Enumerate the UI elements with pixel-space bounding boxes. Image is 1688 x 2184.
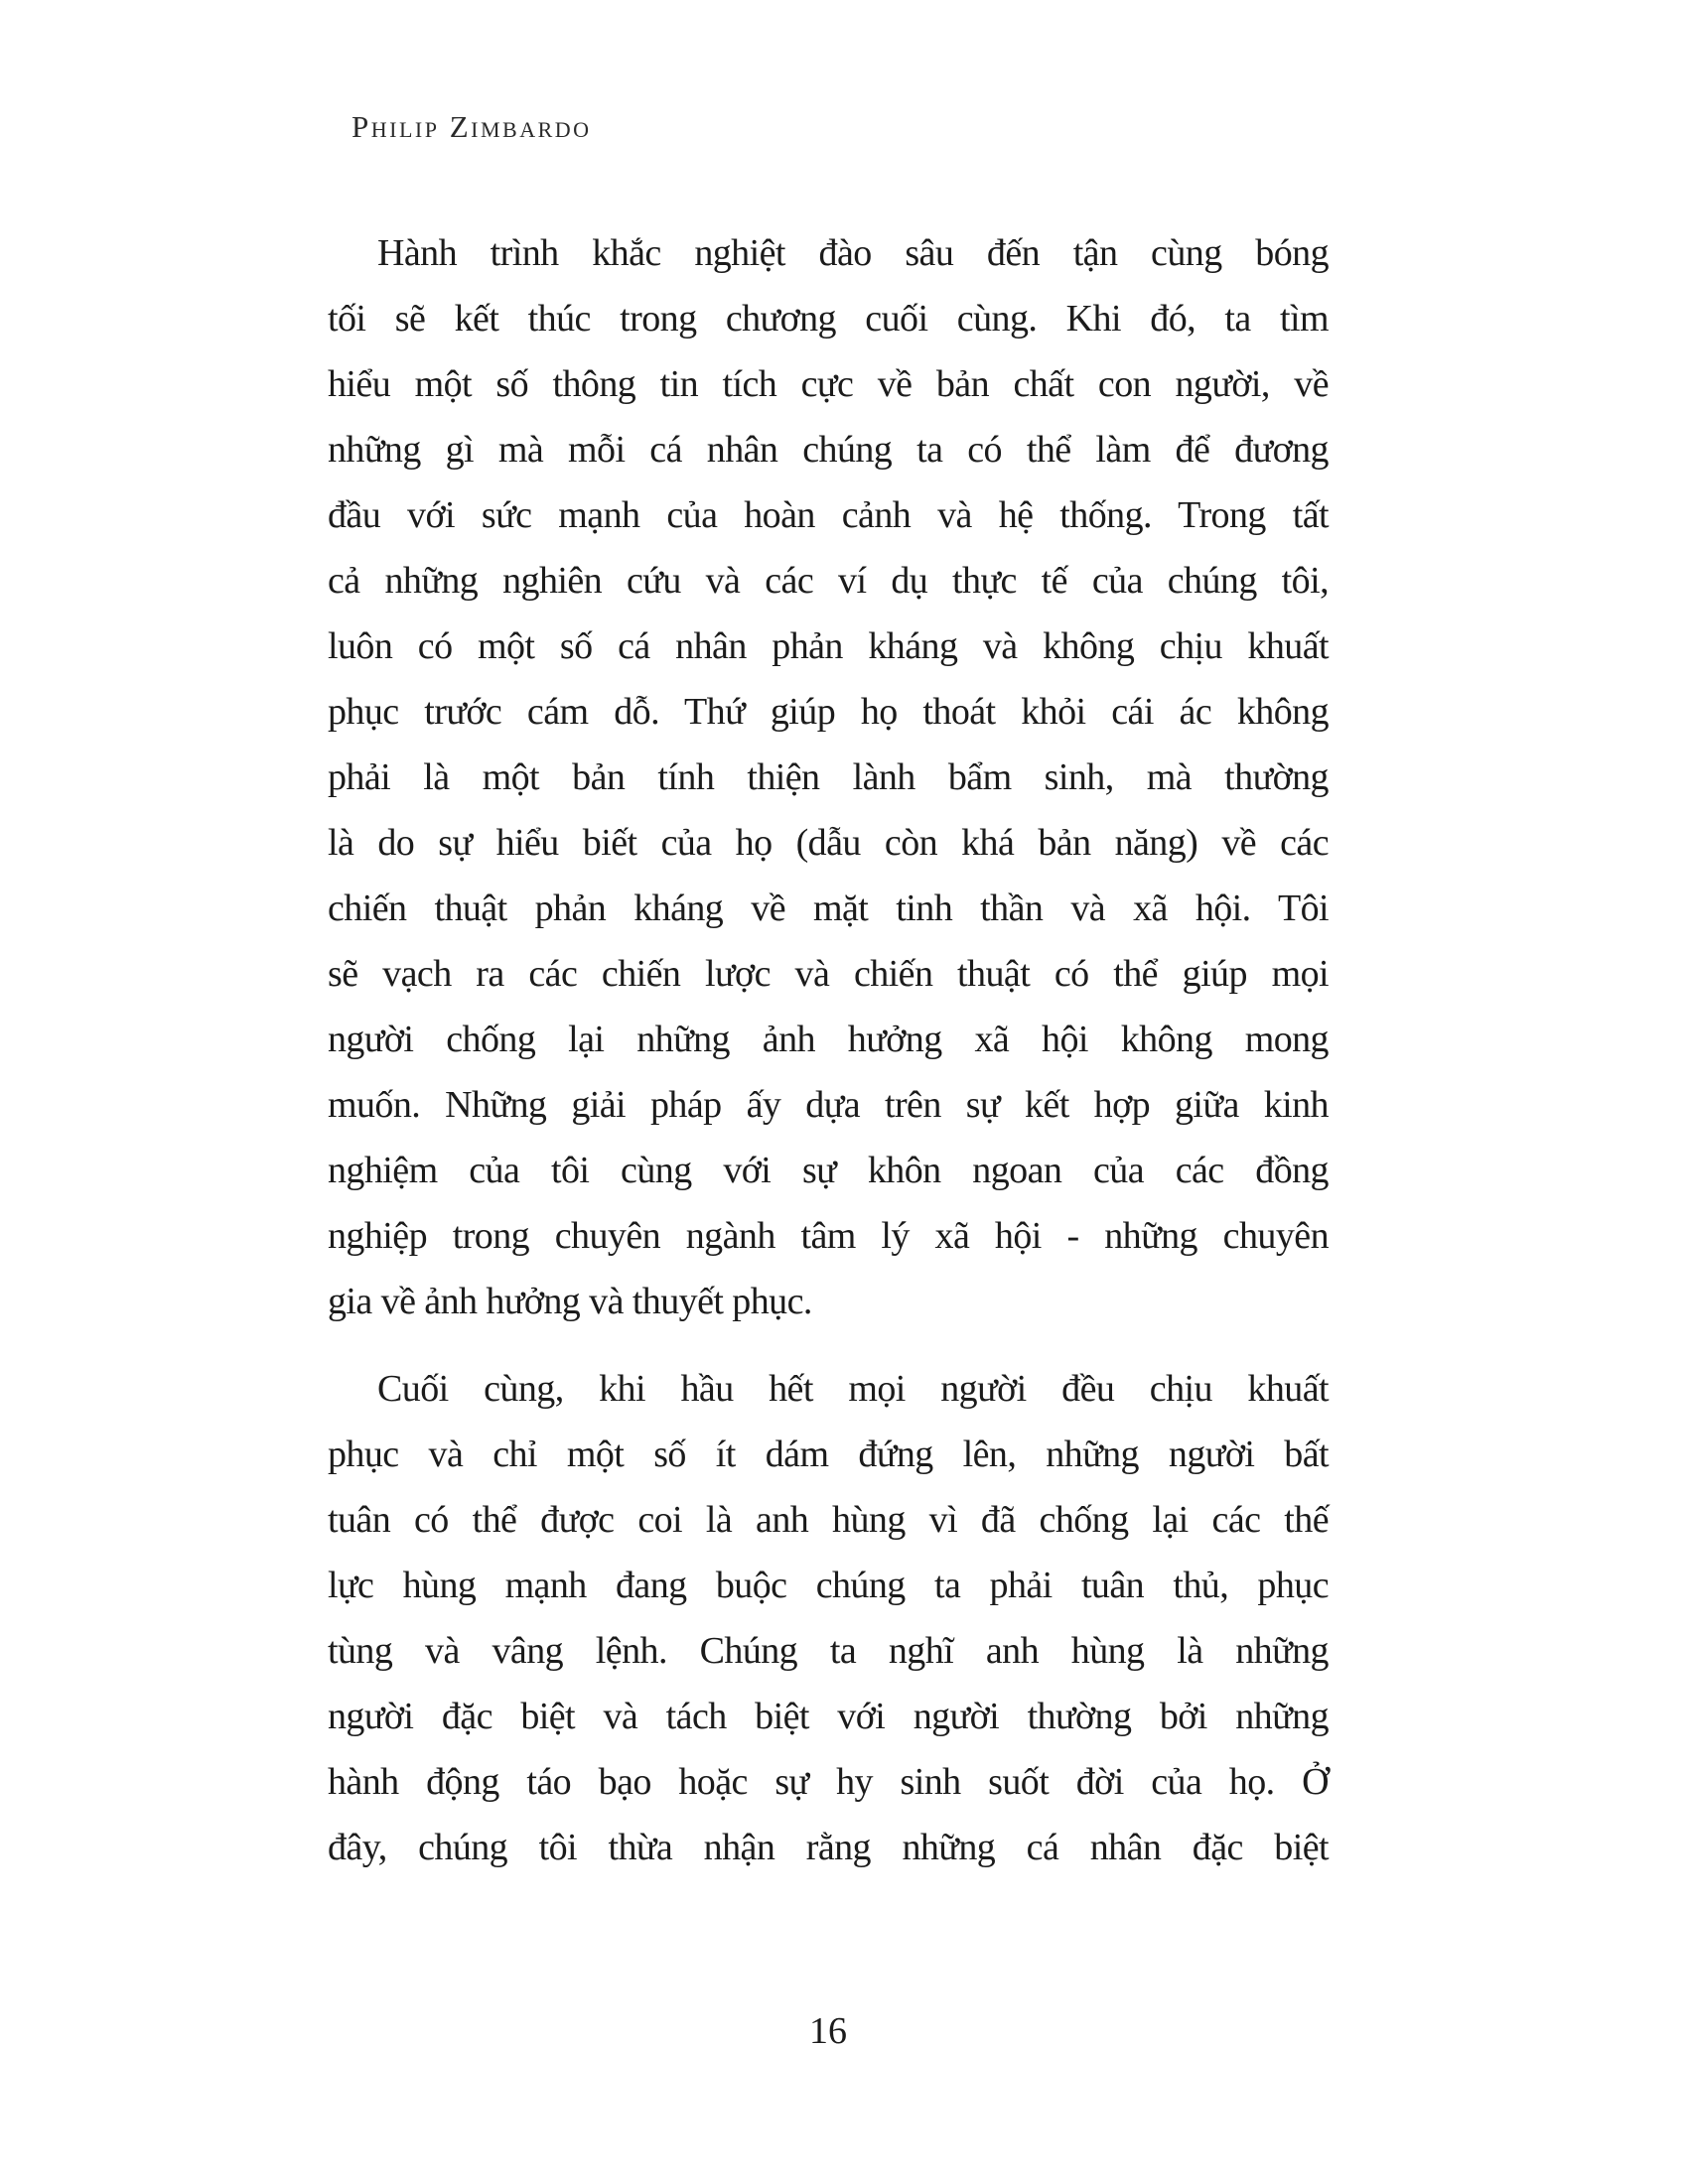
text-line: gia về ảnh hưởng và thuyết phục.: [328, 1281, 812, 1322]
running-header: Philip Zimbardo: [352, 109, 592, 144]
text-line: tuân có thể được coi là anh hùng vì đã chống lại các thế: [328, 1499, 1329, 1541]
text-line: người chống lại những ảnh hưởng xã hội không mong: [328, 1019, 1329, 1060]
text-line: hiểu một số thông tin tích cực về bản chất con người, về: [328, 363, 1329, 405]
text-line: phải là một bản tính thiện lành bẩm sinh, mà thường: [328, 756, 1329, 798]
text-line: muốn. Những giải pháp ấy dựa trên sự kết hợp giữa kinh: [328, 1084, 1329, 1126]
text-line: Hành trình khắc nghiệt đào sâu đến tận cùng bóng: [377, 232, 1329, 274]
text-line: đầu với sức mạnh của hoàn cảnh và hệ thống. Trong tất: [328, 494, 1329, 536]
text-line: sẽ vạch ra các chiến lược và chiến thuật có thể giúp mọi: [328, 953, 1329, 995]
text-line: phục trước cám dỗ. Thứ giúp họ thoát khỏi cái ác không: [328, 691, 1329, 733]
page-body: [328, 220, 1329, 1880]
paragraph: [328, 1356, 1329, 1880]
text-line: hành động táo bạo hoặc sự hy sinh suốt đời của họ. Ở: [328, 1761, 1329, 1803]
text-line: nghiệm của tôi cùng với sự khôn ngoan của các đồng: [328, 1150, 1329, 1191]
text-line: nghiệp trong chuyên ngành tâm lý xã hội - những chuyên: [328, 1215, 1329, 1257]
text-line: luôn có một số cá nhân phản kháng và không chịu khuất: [328, 625, 1329, 667]
text-line: Cuối cùng, khi hầu hết mọi người đều chịu khuất: [377, 1368, 1329, 1410]
text-line: phục và chỉ một số ít dám đứng lên, những người bất: [328, 1433, 1329, 1475]
text-line: người đặc biệt và tách biệt với người thường bởi những: [328, 1696, 1329, 1737]
page-number: 16: [809, 2010, 847, 2052]
text-line: cả những nghiên cứu và các ví dụ thực tế của chúng tôi,: [328, 560, 1329, 602]
text-line: đây, chúng tôi thừa nhận rằng những cá nhân đặc biệt: [328, 1827, 1329, 1868]
text-line: là do sự hiểu biết của họ (dẫu còn khá bản năng) về các: [328, 822, 1329, 864]
paragraph: [328, 220, 1329, 1334]
text-line: tối sẽ kết thúc trong chương cuối cùng. Khi đó, ta tìm: [328, 298, 1329, 340]
text-line: tùng và vâng lệnh. Chúng ta nghĩ anh hùng là những: [328, 1630, 1329, 1672]
text-line: lực hùng mạnh đang buộc chúng ta phải tuân thủ, phục: [328, 1565, 1329, 1606]
text-line: chiến thuật phản kháng về mặt tinh thần và xã hội. Tôi: [328, 887, 1329, 929]
text-line: những gì mà mỗi cá nhân chúng ta có thể làm để đương: [328, 429, 1329, 471]
